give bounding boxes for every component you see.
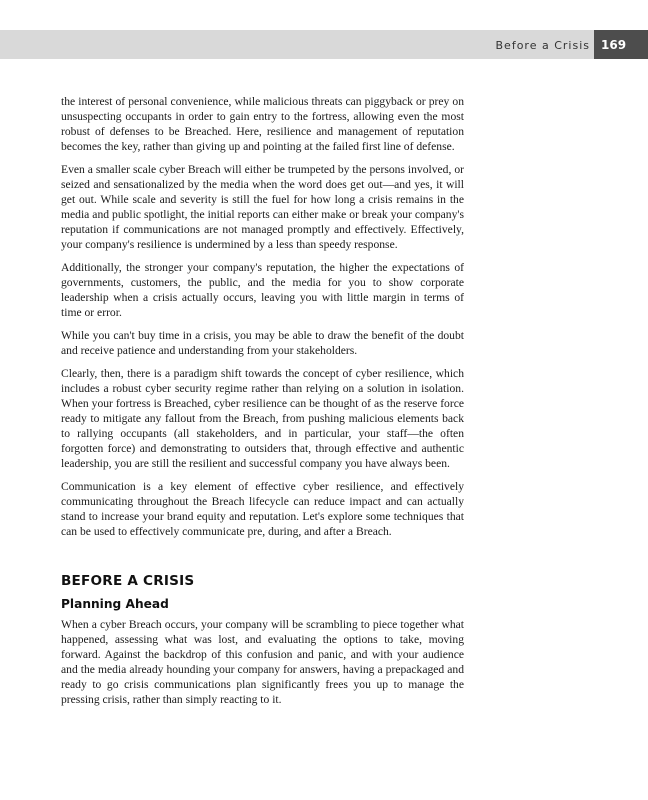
running-head-title: Before a Crisis [495, 39, 590, 52]
body-paragraph: Communication is a key element of effective cyber resilience, and effectively communicating throughout the Breach lifecycle can reduce impact and can actually stand to increase your brand equity and reputation. Let's explore some techniques that can be used to effectively communicate pre, during, and after a Breach. [61, 480, 464, 538]
body-paragraph: When a cyber Breach occurs, your company will be scrambling to piece together what happened, assessing what was lost, and evaluating the options to take, moving forward. Against the backdrop of this confusion and panic, and with your audience and the media already hounding your company for answers, having a prepackaged and ready to go crisis communications plan significantly frees you up to manage the pressing crisis, rather than simply reacting to it. [61, 618, 464, 706]
section-heading: BEFORE A CRISIS [61, 573, 195, 589]
page-number: 169 [594, 30, 648, 59]
page-body [61, 94, 464, 715]
body-paragraph: Additionally, the stronger your company's reputation, the higher the expectations of governments, customers, the public, and the media for you to show corporate leadership when a crisis actually occurs, leaving you with little margin in terms of time or error. [61, 261, 464, 319]
running-header-bar [0, 30, 648, 59]
body-paragraph: While you can't buy time in a crisis, you may be able to draw the benefit of the doubt and receive patience and understanding from your stakeholders. [61, 329, 464, 357]
body-paragraph: Clearly, then, there is a paradigm shift towards the concept of cyber resilience, which includes a robust cyber security regime rather than relying on a solution in isolation. When your fortress is Breached, cyber resilience can be thought of as the reserve force ready to mitigate any fallout from the Breach, from pushing malicious elements back to rallying occupants (all stakeholders, and in particular, your staff—the often forgotten force) and demonstrating to outsiders that, through effective and authentic leadership, you are still the resilient and successful company you have always been. [61, 367, 464, 470]
subsection-heading: Planning Ahead [61, 597, 169, 611]
body-paragraph: the interest of personal convenience, while malicious threats can piggyback or prey on unsuspecting occupants in order to gain entry to the fortress, allowing even the most robust of defenses to be Breached. Here, resilience and management of reputation becomes the key, rather than giving up and pointing at the failed first line of defense. [61, 95, 464, 153]
body-paragraph: Even a smaller scale cyber Breach will either be trumpeted by the persons involved, or seized and sensationalized by the media when the word does get out—and yes, it will get out. While scale and severity is still the fuel for how long a crisis remains in the media and public spotlight, the initial reports can either make or break your company's reputation if communications are not managed promptly and effectively. Effectively, your company's resilience is undermined by a less than speedy response. [61, 163, 464, 251]
